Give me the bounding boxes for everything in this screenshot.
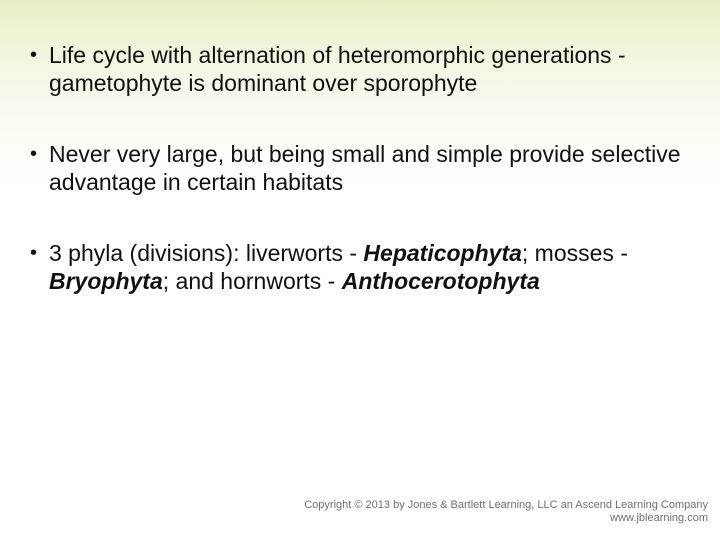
bullet-segment: Never very large, but being small and simple provide selective advantage in certain habitats [49, 141, 681, 195]
copyright-notice [304, 499, 708, 525]
bullet-segment: Life cycle with alternation of heteromorphic generations - gametophyte is dominant over sporophyte [49, 42, 626, 96]
bullet-text [49, 239, 700, 295]
bullet-dot-icon: • [30, 44, 38, 66]
bullet-segment: ; mosses - [521, 240, 628, 266]
copyright-text: Copyright © 2013 by Jones & Bartlett Learning, LLC an Ascend Learning Company [304, 499, 708, 511]
website-link[interactable]: www.jblearning.com [610, 512, 708, 524]
bullet-item [30, 140, 700, 196]
phylum-term-anthocerotophyta: Anthocerotophyta [341, 268, 540, 294]
bullet-dot-icon: • [30, 143, 38, 165]
bullet-item [30, 239, 700, 295]
bullet-dot-icon: • [30, 242, 38, 264]
phylum-term-hepaticophyta: Hepaticophyta [363, 240, 522, 266]
bullet-text [49, 140, 700, 196]
bullet-text [49, 41, 700, 97]
bullet-segment: 3 phyla (divisions): liverworts - [49, 240, 364, 266]
phylum-term-bryophyta: Bryophyta [49, 268, 163, 294]
bullet-list [30, 41, 700, 338]
bullet-item [30, 41, 700, 97]
bullet-segment: ; and hornworts - [162, 268, 342, 294]
